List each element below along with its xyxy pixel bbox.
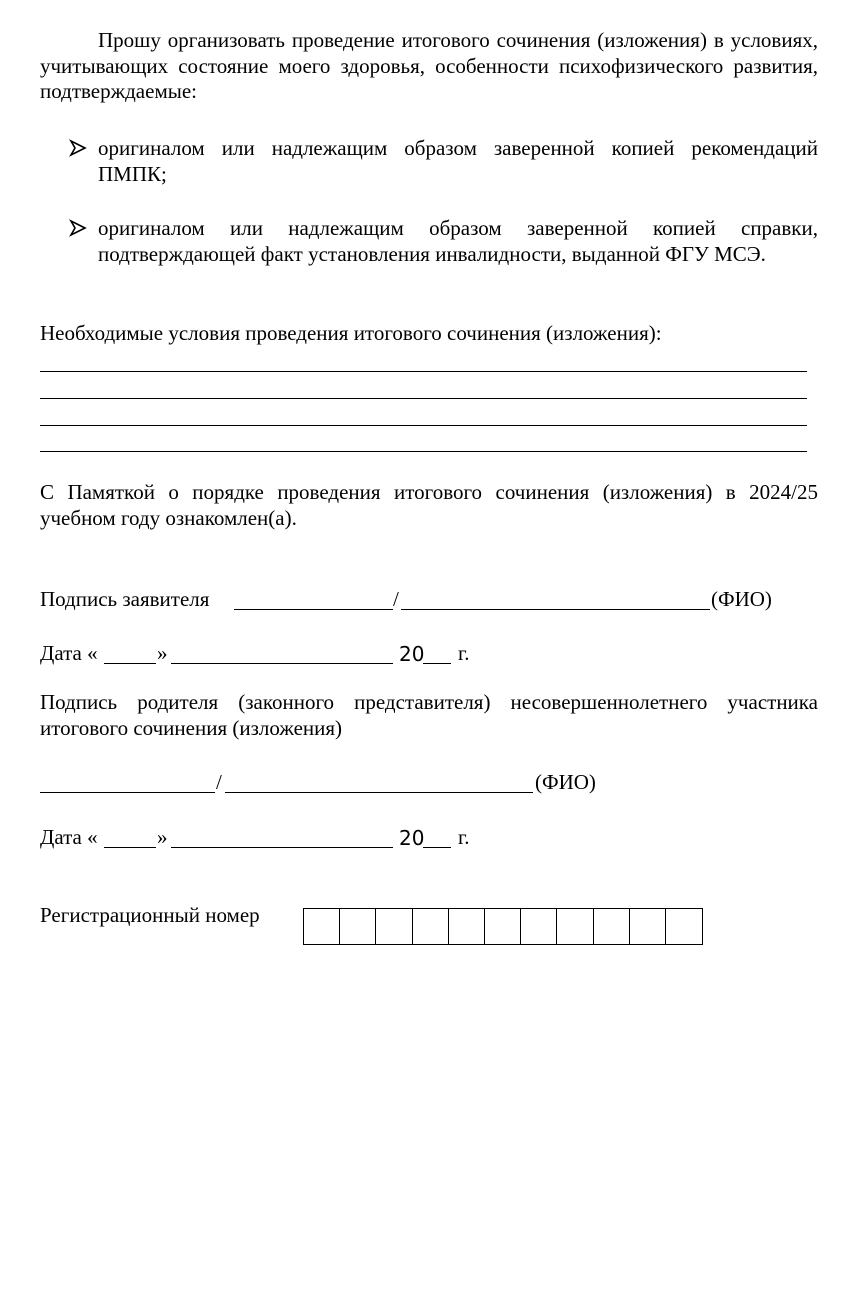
registration-digit-cell[interactable]	[630, 909, 666, 944]
date-year-prefix: 20	[399, 826, 425, 850]
date-year-suffix: г.	[458, 641, 470, 665]
date-year-line[interactable]	[423, 663, 451, 664]
applicant-signature-line[interactable]	[234, 609, 393, 610]
date-month-line[interactable]	[171, 663, 393, 664]
date-year-suffix: г.	[458, 825, 470, 849]
registration-digit-cell[interactable]	[666, 909, 702, 944]
bullet-item-pmpk: оригиналом или надлежащим образом заверенной копией рекомендаций ПМПК;	[98, 136, 818, 186]
parent-signature-line[interactable]	[40, 792, 215, 793]
parent-fio-label: (ФИО)	[535, 770, 596, 794]
date-year-prefix: 20	[399, 642, 425, 666]
date-day-line[interactable]	[104, 847, 156, 848]
slash-separator: /	[393, 587, 399, 611]
applicant-fio-label: (ФИО)	[711, 587, 772, 611]
date-year-line[interactable]	[423, 847, 451, 848]
parent-signature-label: Подпись родителя (законного представителя) несовершеннолетнего участника итогового сочинения (изложения)	[40, 690, 818, 740]
registration-number-boxes	[303, 908, 703, 945]
date-prefix: Дата «	[40, 641, 98, 665]
slash-separator: /	[216, 770, 222, 794]
registration-digit-cell[interactable]	[449, 909, 485, 944]
intro-paragraph: Прошу организовать проведение итогового сочинения (изложения) в условиях, учитывающих состояние моего здоровья, особенности психофизического развития, подтверждаемые:	[40, 28, 818, 103]
date-close-quote: »	[157, 825, 168, 849]
arrow-bullet-icon	[68, 218, 88, 238]
conditions-line[interactable]	[40, 398, 807, 399]
registration-number-label: Регистрационный номер	[40, 903, 260, 927]
registration-digit-cell[interactable]	[413, 909, 449, 944]
conditions-line[interactable]	[40, 371, 807, 372]
registration-digit-cell[interactable]	[485, 909, 521, 944]
applicant-fio-line[interactable]	[401, 609, 710, 610]
date-prefix: Дата «	[40, 825, 98, 849]
registration-digit-cell[interactable]	[376, 909, 412, 944]
conditions-label: Необходимые условия проведения итогового сочинения (изложения):	[40, 321, 662, 345]
date-month-line[interactable]	[171, 847, 393, 848]
conditions-line[interactable]	[40, 425, 807, 426]
memo-acknowledgement: С Памяткой о порядке проведения итогового сочинения (изложения) в 2024/25 учебном году ознакомлен(а).	[40, 480, 818, 530]
date-close-quote: »	[157, 641, 168, 665]
applicant-signature-label: Подпись заявителя	[40, 587, 210, 611]
bullet-item-mse: оригиналом или надлежащим образом заверенной копией справки, подтверждающей факт установления инвалидности, выданной ФГУ МСЭ.	[98, 216, 818, 266]
registration-digit-cell[interactable]	[521, 909, 557, 944]
parent-fio-line[interactable]	[225, 792, 533, 793]
registration-digit-cell[interactable]	[594, 909, 630, 944]
registration-digit-cell[interactable]	[557, 909, 593, 944]
arrow-bullet-icon	[68, 138, 88, 158]
registration-digit-cell[interactable]	[340, 909, 376, 944]
date-day-line[interactable]	[104, 663, 156, 664]
registration-digit-cell[interactable]	[304, 909, 340, 944]
conditions-line[interactable]	[40, 451, 807, 452]
